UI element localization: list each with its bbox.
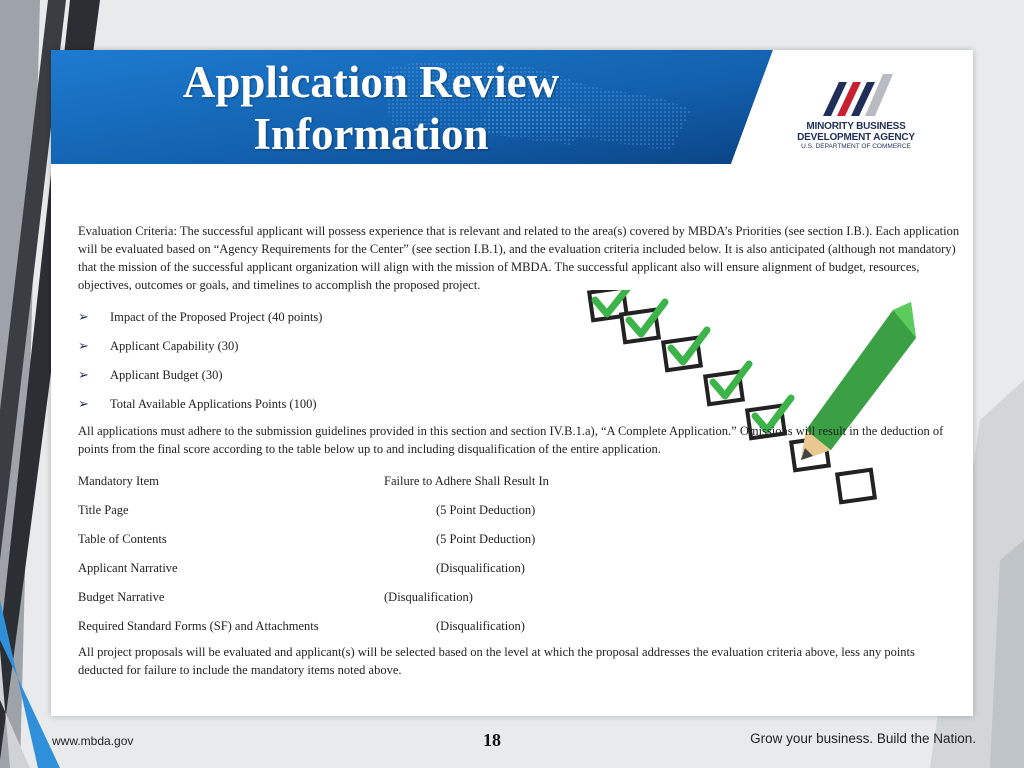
bullet-item xyxy=(78,302,963,331)
table-cell-item: Table of Contents xyxy=(78,531,167,546)
closing-paragraph: All project proposals will be evaluated and applicant(s) will be selected based on the level at which the proposal addresses the evaluation criteria above, less any points deducted for failure to include the mandatory items noted above. xyxy=(78,645,915,677)
arrow-bullet-icon: ➢ xyxy=(78,366,89,382)
bullet-text: Total Available Applications Points (100) xyxy=(110,396,317,411)
table-header-cell: Mandatory Item xyxy=(78,473,159,488)
table-cell-item: Budget Narrative xyxy=(78,589,165,604)
bullet-text: Applicant Capability (30) xyxy=(110,338,239,353)
arrow-bullet-icon: ➢ xyxy=(78,395,89,411)
bullet-text: Impact of the Proposed Project (40 points) xyxy=(110,309,323,324)
table-cell-result: (Disqualification) xyxy=(384,589,473,604)
title-line-1: Application Review xyxy=(182,57,560,107)
footer-url-link[interactable]: www.mbda.gov xyxy=(52,734,134,748)
table-cell-result: (Disqualification) xyxy=(436,560,525,575)
bullet-item xyxy=(78,331,963,360)
table-row xyxy=(78,582,963,611)
bullet-item xyxy=(78,360,963,389)
table-row xyxy=(78,553,963,582)
table-cell-result: (5 Point Deduction) xyxy=(436,531,536,546)
logo-agency-name xyxy=(791,121,921,143)
table-cell-item: Applicant Narrative xyxy=(78,560,178,575)
adherence-paragraph: All applications must adhere to the submission guidelines provided in this section and section IV.B.1.a), “A Complete Application.” Omissions will result in the deduction of points from the final score according to the table below up to and including disqualification of the entire application. xyxy=(78,424,944,456)
table-header-cell: Failure to Adhere Shall Result In xyxy=(384,473,549,488)
table-cell-result: (5 Point Deduction) xyxy=(436,502,536,517)
slide-body xyxy=(78,222,963,687)
bullet-item xyxy=(78,389,963,418)
table-cell-item: Required Standard Forms (SF) and Attachments xyxy=(78,618,319,633)
arrow-bullet-icon: ➢ xyxy=(78,308,89,324)
logo-name-line-1: MINORITY BUSINESS xyxy=(806,121,906,132)
evaluation-criteria-paragraph: Evaluation Criteria: The successful applicant will possess experience that is relevant and related to the area(s) covered by MBDA’s Priorities (see section I.B.). Each application will be evaluated based on “Agency Requirements for the Center” (see section I.B.1), and the evaluation criteria included below. It is also anticipated (although not mandatory) that the mission of the successful applicant organization will align with the mission of MBDA. The successful applicant also will ensure alignment of budget, resources, objectives, outcomes or goals, and timelines to accomplish the proposed project. xyxy=(78,224,960,292)
table-header-row xyxy=(78,466,963,495)
logo-name-line-2: DEVELOPMENT AGENCY xyxy=(797,132,915,143)
title-line-2: Information xyxy=(253,109,489,159)
page-title xyxy=(111,56,631,160)
table-row xyxy=(78,524,963,553)
table-row xyxy=(78,611,963,640)
bullet-text: Applicant Budget (30) xyxy=(110,367,223,382)
footer-tagline: Grow your business. Build the Nation. xyxy=(750,731,976,746)
table-row xyxy=(78,495,963,524)
page-number: 18 xyxy=(483,730,501,750)
arrow-bullet-icon: ➢ xyxy=(78,337,89,353)
table-cell-item: Title Page xyxy=(78,502,129,517)
slide xyxy=(51,50,973,716)
table-cell-result: (Disqualification) xyxy=(436,618,525,633)
logo-department: U.S. DEPARTMENT OF COMMERCE xyxy=(801,143,911,150)
